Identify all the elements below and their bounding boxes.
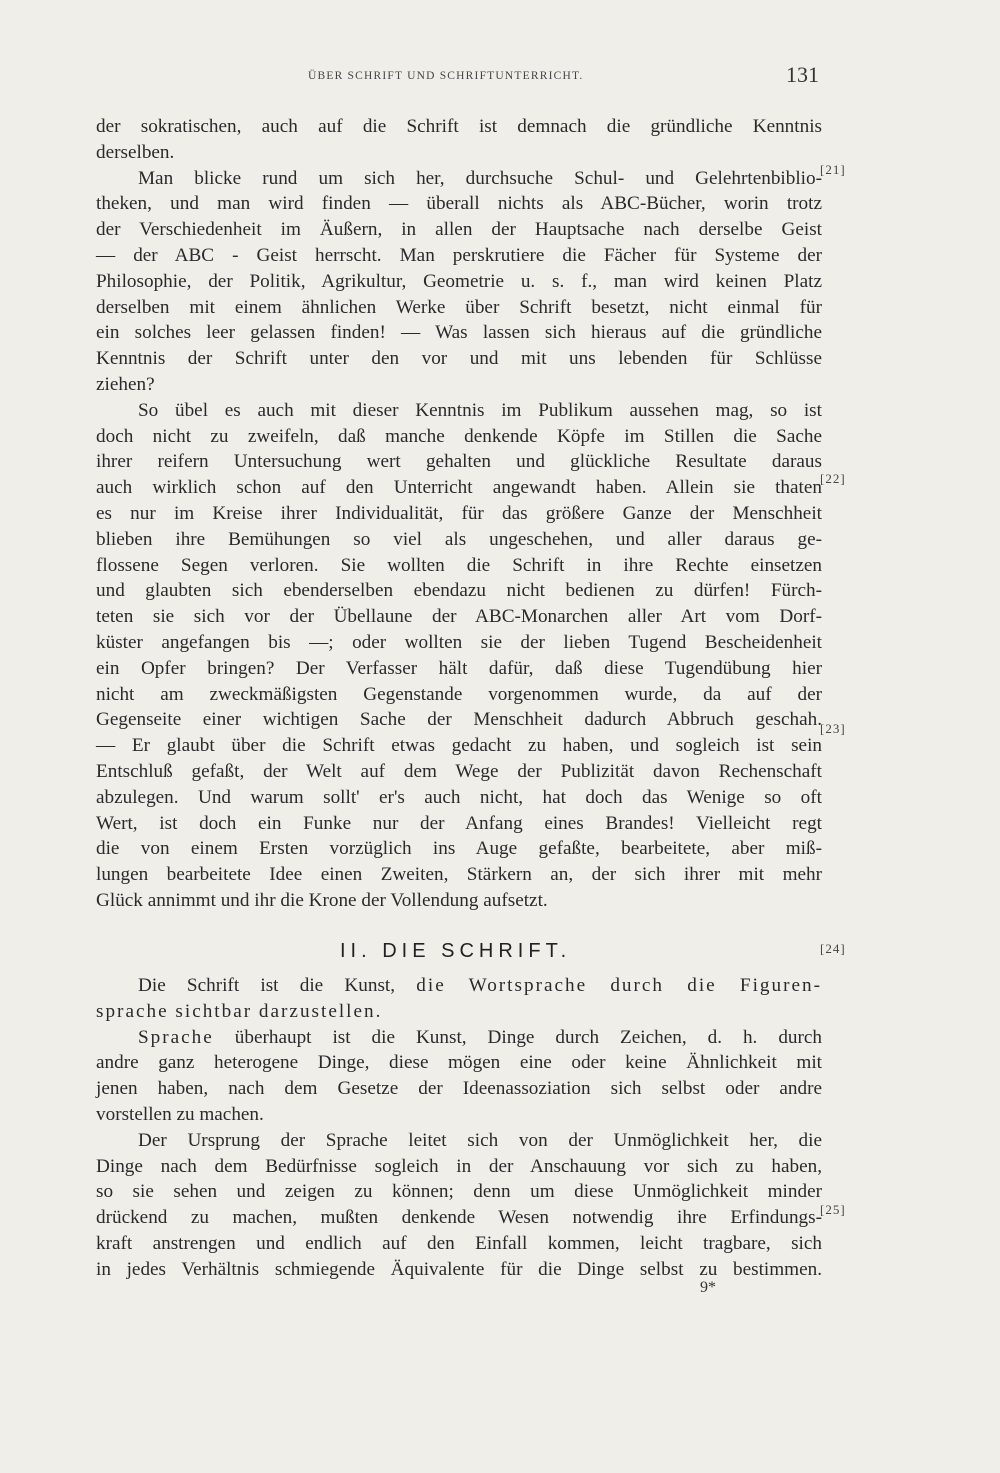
text-line: drückend zu machen, mußten denkende Wesen notwendig ihre Erfindungs-	[96, 1207, 822, 1229]
text-line: und glaubten sich ebenderselben ebendazu nicht bedienen zu dürfen! Fürch-	[96, 580, 822, 602]
section-title: II. DIE SCHRIFT.	[340, 940, 572, 962]
text-line	[96, 973, 822, 999]
text-line: flossene Segen verloren. Sie wollten die Schrift in ihre Rechte einsetzen	[96, 554, 822, 576]
text-line: so sie sehen und zeigen zu können; denn um diese Unmöglichkeit minder	[96, 1181, 822, 1203]
text-line: auch wirklich schon auf den Unterricht angewandt haben. Allein sie thaten	[96, 477, 822, 499]
text-line: Der Ursprung der Sprache leitet sich von der Unmöglichkeit her, die	[138, 1129, 822, 1151]
text-line: lungen bearbeitete Idee einen Zweiten, Stärkern an, der sich ihrer mit mehr	[96, 864, 822, 886]
text-line: andre ganz heterogene Dinge, diese mögen eine oder keine Ähnlichkeit mit	[96, 1052, 822, 1074]
text-line: Kenntnis der Schrift unter den vor und mit uns lebenden für Schlüsse	[96, 348, 822, 370]
text-line: Man blicke rund um sich her, durchsuche Schul- und Gelehrtenbiblio-	[138, 167, 822, 189]
text-line: ein Opfer bringen? Der Verfasser hält dafür, daß diese Tugendübung hier	[96, 657, 822, 679]
text-line: teten sie sich vor der Übellaune der ABC-Monarchen aller Art vom Dorf-	[96, 606, 822, 628]
text-line: der Verschiedenheit im Äußern, in allen der Hauptsache nach derselbe Geist	[96, 219, 822, 241]
text-line: blieben ihre Bemühungen so viel als ungeschehen, und aller daraus ge-	[96, 528, 822, 550]
running-head	[0, 62, 1000, 90]
text-line: derselben mit einem ähnlichen Werke über Schrift besetzt, nicht einmal für	[96, 296, 822, 318]
text-line: Philosophie, der Politik, Agrikultur, Geometrie u. s. f., man wird keinen Platz	[96, 270, 822, 292]
text-line: nicht am zweckmäßigsten Gegenstande vorgenommen wurde, da auf der	[96, 683, 822, 705]
margin-reference: [23]	[820, 721, 846, 736]
margin-reference: [21]	[820, 162, 846, 177]
text-line: vorstellen zu machen.	[96, 1103, 264, 1125]
margin-reference: [22]	[820, 471, 846, 486]
text-block-2	[96, 973, 822, 1283]
text-line: derselben.	[96, 141, 175, 163]
emphasized-text: sprache sichtbar darzustellen.	[96, 1000, 383, 1022]
page-number: 131	[786, 62, 819, 87]
text-line: es nur im Kreise ihrer Individualität, für das größere Ganze der Menschheit	[96, 502, 822, 524]
text-block-1	[96, 114, 822, 914]
margin-reference: [25]	[820, 1202, 846, 1217]
text-line: Wert, ist doch ein Funke nur der Anfang eines Brandes! Vielleicht regt	[96, 812, 822, 834]
text-line: der sokratischen, auch auf die Schrift ist demnach die gründliche Kenntnis	[96, 116, 822, 137]
text-line: doch nicht zu zweifeln, daß manche denkende Köpfe im Stillen die Sache	[96, 425, 822, 447]
text-line: Entschluß gefaßt, der Welt auf dem Wege der Publizität davon Rechenschaft	[96, 760, 822, 782]
text-line: jenen haben, nach dem Gesetze der Ideenassoziation sich selbst oder andre	[96, 1078, 822, 1100]
text-line: Dinge nach dem Bedürfnisse sogleich in der Anschauung vor sich zu haben,	[96, 1155, 822, 1177]
text-line: abzulegen. Und warum sollt' er's auch nicht, hat doch das Wenige so oft	[96, 786, 822, 808]
text-line: küster angefangen bis —; oder wollten sie der lieben Tugend Bescheidenheit	[96, 631, 822, 653]
text-line: — Er glaubt über die Schrift etwas gedacht zu haben, und sogleich ist sein	[96, 735, 822, 757]
emphasized-text: die Wortsprache durch die Figuren-	[416, 975, 823, 996]
text-line: theken, und man wird finden — überall nichts als ABC-Bücher, worin trotz	[96, 193, 822, 215]
running-title: ÜBER SCHRIFT UND SCHRIFTUNTERRICHT.	[308, 70, 584, 82]
text-line: ziehen?	[96, 373, 155, 395]
text-line: — der ABC - Geist herrscht. Man perskrutiere die Fächer für Systeme der	[96, 244, 822, 266]
signature-mark: 9*	[700, 1279, 716, 1296]
text-line	[96, 1025, 822, 1051]
text-line: die von einem Ersten vorzüglich ins Auge gefaßte, bearbeitete, aber miß-	[96, 838, 822, 860]
text-line: Gegenseite einer wichtigen Sache der Menschheit dadurch Abbruch geschah.	[96, 709, 822, 731]
emphasized-text: Sprache	[138, 1026, 214, 1048]
margin-reference: [24]	[820, 941, 846, 956]
text-line: ein solches leer gelassen finden! — Was lassen sich hieraus auf die gründliche	[96, 322, 822, 344]
text-line: ihrer reifern Untersuchung wert gehalten und glückliche Resultate daraus	[96, 451, 822, 473]
text-line: Glück annimmt und ihr die Krone der Vollendung aufsetzt.	[96, 889, 548, 911]
text-line: kraft anstrengen und endlich auf den Einfall kommen, leicht tragbare, sich	[96, 1232, 822, 1254]
text-run: überhaupt ist die Kunst, Dinge durch Zeichen, d. h. durch	[213, 1026, 822, 1048]
text-line: So übel es auch mit dieser Kenntnis im Publikum aussehen mag, so ist	[138, 399, 822, 421]
text-run: Die Schrift ist die Kunst,	[138, 975, 417, 996]
text-line: in jedes Verhältnis schmiegende Äquivalente für die Dinge selbst zu bestimmen.	[96, 1258, 822, 1280]
